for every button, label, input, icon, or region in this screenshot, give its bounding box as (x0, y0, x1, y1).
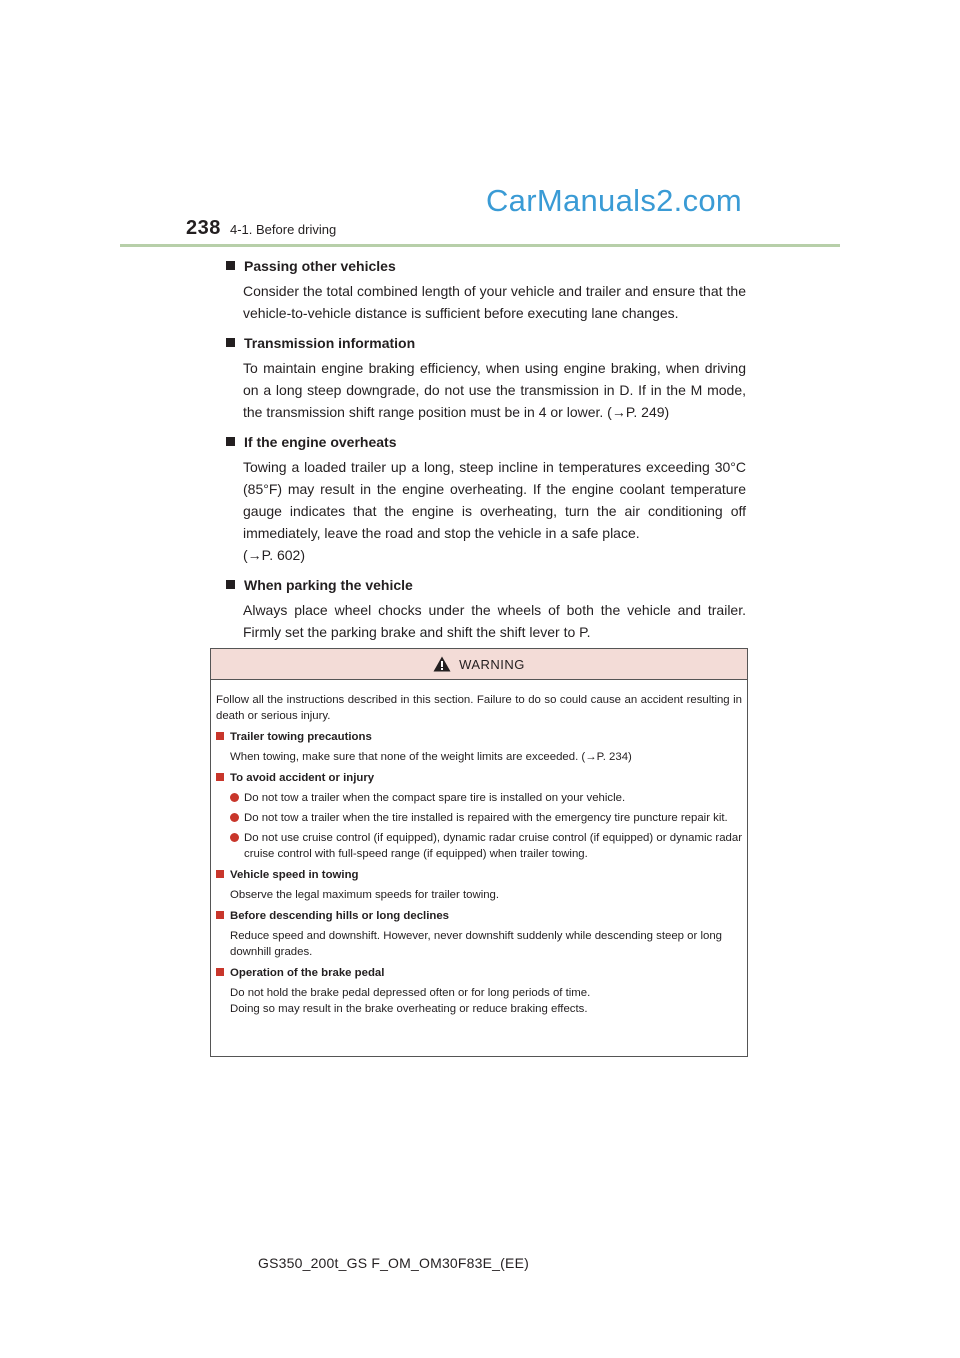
warning-bullet (230, 790, 742, 806)
square-bullet-icon (226, 338, 235, 347)
square-bullet-icon (216, 911, 224, 919)
page-header (0, 0, 960, 250)
section-label: 4-1. Before driving (230, 222, 337, 237)
topic-heading (226, 333, 746, 353)
warning-item-title: Vehicle speed in towing (230, 869, 359, 881)
warning-item (216, 867, 742, 903)
warning-item-heading (216, 965, 742, 981)
warning-bullet-text: Do not use cruise control (if equipped), dynamic radar cruise control (if equipped) or dynamic radar cruise control with full-speed range (if equipped) when trailer towing. (244, 832, 742, 860)
header-divider (120, 244, 840, 247)
topic-parking (226, 575, 746, 643)
topic-title: If the engine overheats (244, 434, 397, 450)
topic-body (243, 280, 746, 324)
warning-item-text: Reduce speed and downshift. However, never downshift suddenly while descending steep or long downhill grades. (230, 930, 723, 958)
warning-item-title: Before descending hills or long declines (230, 910, 449, 922)
warning-item-title: Trailer towing precautions (230, 731, 372, 743)
square-bullet-icon (226, 437, 235, 446)
topic-text: To maintain engine braking efficiency, when using engine braking, when driving on a long steep downgrade, do not use the transmission in D. If in the M mode, the transmission shift range position must be in 4 or lower. (→P. 249) (243, 360, 746, 420)
round-bullet-icon (230, 793, 239, 802)
warning-item-line: Doing so may result in the brake overheating or reduce braking effects. (230, 1003, 588, 1015)
warning-item-heading (216, 729, 742, 745)
topic-body (243, 599, 746, 643)
square-bullet-icon (216, 732, 224, 740)
warning-item-text (230, 985, 742, 1017)
warning-triangle-icon (433, 656, 451, 672)
main-content (226, 256, 746, 652)
topic-overheat (226, 432, 746, 566)
topic-title: Passing other vehicles (244, 258, 396, 274)
topic-transmission (226, 333, 746, 423)
warning-body (211, 680, 747, 1017)
warning-item-heading (216, 867, 742, 883)
warning-header (211, 649, 747, 680)
square-bullet-icon (226, 580, 235, 589)
warning-bullet (230, 810, 742, 826)
warning-item-text: When towing, make sure that none of the weight limits are exceeded. (→P. 234) (230, 751, 632, 763)
footer-doc-code: GS350_200t_GS F_OM_OM30F83E_(EE) (258, 1255, 529, 1271)
page-reference: (→P. 602) (243, 547, 305, 563)
topic-title: When parking the vehicle (244, 577, 413, 593)
warning-title: WARNING (459, 656, 525, 672)
warning-bullet-text: Do not tow a trailer when the tire installed is repaired with the emergency tire puncture repair kit. (244, 812, 728, 824)
topic-text: Towing a loaded trailer up a long, steep incline in temperatures exceeding 30°C (85°F) may result in the engine overheating. If the engine coolant temperature gauge indicates that the engine is overheating, turn the air conditioning off immediately, leave the road and stop the vehicle in a safe place. (243, 459, 746, 541)
topic-text: Always place wheel chocks under the wheels of both the vehicle and trailer. Firmly set the parking brake and shift the shift lever to P. (243, 602, 746, 640)
square-bullet-icon (216, 773, 224, 781)
round-bullet-icon (230, 813, 239, 822)
square-bullet-icon (226, 261, 235, 270)
warning-item-heading (216, 908, 742, 924)
square-bullet-icon (216, 968, 224, 976)
topic-text: Consider the total combined length of your vehicle and trailer and ensure that the vehicle-to-vehicle distance is sufficient before executing lane changes. (243, 283, 746, 321)
topic-body (243, 357, 746, 423)
warning-item-title: To avoid accident or injury (230, 772, 375, 784)
warning-intro: Follow all the instructions described in this section. Failure to do so could cause an accident resulting in death or serious injury. (216, 694, 742, 722)
warning-item-heading (216, 770, 742, 786)
topic-heading (226, 432, 746, 452)
round-bullet-icon (230, 833, 239, 842)
square-bullet-icon (216, 870, 224, 878)
warning-item (216, 908, 742, 960)
warning-item (216, 965, 742, 1017)
warning-item (216, 770, 742, 862)
warning-item-line: Do not hold the brake pedal depressed often or for long periods of time. (230, 987, 591, 999)
warning-bullet (230, 830, 742, 862)
topic-heading (226, 256, 746, 276)
topic-body (243, 456, 746, 566)
warning-item-text: Observe the legal maximum speeds for trailer towing. (230, 889, 500, 901)
warning-box (210, 648, 748, 1057)
topic-title: Transmission information (244, 335, 416, 351)
warning-item-title: Operation of the brake pedal (230, 967, 385, 979)
warning-item (216, 729, 742, 765)
page-number: 238 (186, 217, 221, 239)
watermark-text: CarManuals2.com (486, 183, 743, 218)
topic-heading (226, 575, 746, 595)
topic-passing (226, 256, 746, 324)
warning-bullet-text: Do not tow a trailer when the compact spare tire is installed on your vehicle. (244, 792, 626, 804)
